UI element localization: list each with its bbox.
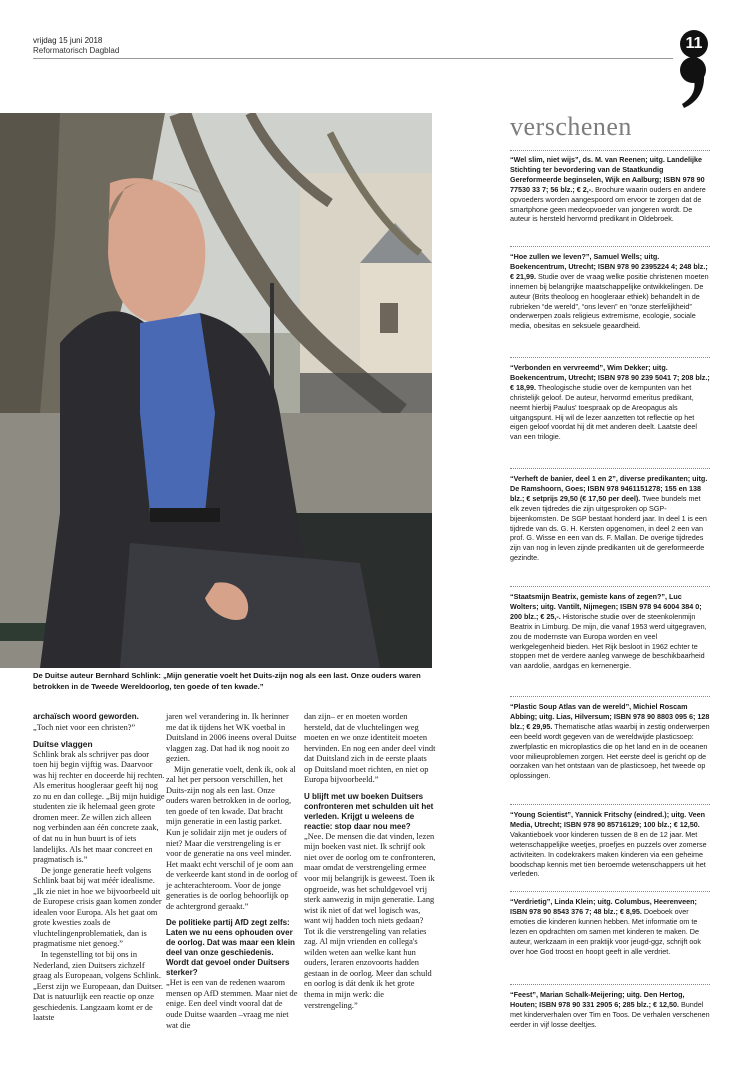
- paragraph: dan zijn– er en moeten worden hersteld, dat de vluchtelingen weg moeten en we onze identiteit moeten hervinden. En nog een ander deel vindt dat Duitsland zich in de eerste plaats op Duitsland moet richten, en niet op Europa bijvoorbeeld.”: [304, 712, 436, 785]
- photo-caption: De Duitse auteur Bernhard Schlink: „Mijn generatie voelt het Duits-zijn nog als een last. Onze ouders waren betrokken in de Tweede Wereldoorlog, ten goede of ten kwade.”: [33, 671, 421, 691]
- divider: [510, 357, 710, 358]
- paragraph: De jonge generatie heeft volgens Schlink baat bij wat méér idealisme. „Ik zie niet in hoe we bijvoorbeeld uit de Europese crisis gaan komen zonder idealen voor Europa. Als het gaat om grote kwesties zoals de vluchtelingenproblematiek, dan is pragmatisme niet genoeg.”: [33, 865, 162, 949]
- lead-bold-text: archaïsch woord geworden.: [33, 712, 139, 721]
- divider: [510, 246, 710, 247]
- divider: [510, 804, 710, 805]
- comma-icon: [678, 56, 708, 108]
- paragraph: Schlink brak als schrijver pas door toen hij begin vijftig was. Daarvoor was hij rechter en doceerde hij rechten. Als emeritus hoogleraar geeft hij nog zo nu en dan college. „Bij mijn huidige studenten zie ik helemaal geen grote dromen meer. Ze willen zich alleen nog verbinden aan één concrete zaak, of dat nu in hun buurt is of iets landelijks. Als het maar concreet en pragmatisch is.”: [33, 749, 165, 865]
- issue-date: vrijdag 15 juni 2018: [33, 36, 103, 45]
- book-entry: “Verbonden en vervreemd”, Wim Dekker; uitg. Boekencentrum, Utrecht; ISBN 978 90 239 5041 7; 208 blz.; € 18,99. Theologische studie over de kernpunten van het christelijk geloof. De auteur, hervormd emeritus predikant, neemt hierbij Paulus' toespraak op de Areopagus als uitgangspunt. Hij wil de lezer aanzetten tot reflectie op het eigen geloof voordat hij dit met anderen deelt. Laatste deel van een trilogie.: [510, 363, 710, 442]
- paragraph: Mijn generatie voelt, denk ik, ook al zal het per persoon verschillen, het Duits-zijn nog als een last. Onze ouders waren betrokken in de oorlog, ten goede of ten kwade. Dat bracht mijn generatie in een lastig parket. Kun je solidair zijn met je ouders of niet? Maar die verstrengeling is er voor de generatie na ons veel minder. Het maakt echt verschil of je oom aan de verkeerde kant stond in de oorlog of je achterachteroom. Voor de jonge generaties is de oorlog behoorlijk op de achtergrond geraakt.”: [166, 764, 298, 911]
- article-column-2: [166, 712, 298, 1031]
- interview-question: De politieke partij AfD zegt zelfs: Laten we nu eens ophouden over de oorlog. Dat was maar een klein deel van onze geschiedenis. Wordt dat gevoel onder Duitsers sterker?: [166, 918, 295, 978]
- paragraph: „Toch niet voor een christen?”: [33, 722, 136, 732]
- newspaper-name: Reformatorisch Dagblad: [33, 46, 120, 55]
- book-entry: “Hoe zullen we leven?”, Samuel Wells; uitg. Boekencentrum, Utrecht; ISBN 978 90 2395224 4; 248 blz.; € 21,99. Studie over de vraag welke positie christenen moeten innemen bij belangrijke maatschappelijke ontwikkelingen. De auteur (Brits theoloog en hoogleraar ethiek) behandelt in de rubrieken “de wereld”, “ons leven” en “onze sterfelijkheid” onderwerpen zoals religieus extremisme, ecologie, sociale media, obesitas en seksuele geaardheid.: [510, 252, 709, 331]
- book-entry: “Verdrietig”, Linda Klein; uitg. Columbus, Heerenveen; ISBN 978 90 8543 376 7; 48 blz.; € 8,95. Doeboek over emoties die kinderen kunnen hebben. Met informatie om te lezen en opdrachten om samen met kinderen te maken. De auteur, werkzaam in een praktijk voor jeugd-ggz, schrijft ook over hoe God troost en hoopt geeft in alle verdriet.: [510, 897, 701, 956]
- portrait-photo: [0, 113, 432, 668]
- book-entry: “Plastic Soup Atlas van de wereld”, Michiel Roscam Abbing; uitg. Lias, Hilversum; ISBN 978 90 8803 095 6; 128 blz.; € 29,95. Thematische atlas waarbij in zestig onderwerpen een beeld wordt gegeven van de wereldwijde plasticsoep: zwerfplastic en microplastics die op het land en in de oceanen voor milieuproblemen zorgen. Het eerste deel is gericht op de oorzaken van het ontstaan van de plasticsoep, het tweede op oplossingen.: [510, 702, 710, 781]
- divider: [510, 696, 710, 697]
- header-divider: [33, 58, 673, 59]
- divider: [510, 150, 710, 151]
- divider: [510, 468, 710, 469]
- page-number-badge: 11: [680, 30, 708, 58]
- interview-question: U blijft met uw boeken Duitsers confronteren met schulden uit het verleden. Krijgt u weleens de reactie: stop daar nou mee?: [304, 791, 434, 831]
- book-entry: “Feest”, Marian Schalk-Meijering; uitg. Den Hertog, Houten; ISBN 978 90 331 2905 6; 285 blz.; € 12,50. Bundel met kinderverhalen over Tim en Toos. De verhalen verschenen eerder in vijf losse deeltjes.: [510, 990, 710, 1029]
- divider: [510, 586, 710, 587]
- article-column-1: [33, 712, 165, 1024]
- book-entry: “Staatsmijn Beatrix, gemiste kans of zegen?”, Luc Wolters; uitg. Vantilt, Nijmegen; ISBN 978 94 6004 384 0; 200 blz.; € 25,-. Historische studie over de steenkolenmijn Beatrix in Limburg. De mijn, die vanaf 1953 werd uitgegraven, zou de modernste van Europa worden en veel werkgelegenheid bieden. Het Rijk besloot in 1962 echter te stoppen met de verdere aanleg vanwege de beschikbaarheid van aardolie, aardgas en kernenergie.: [510, 592, 707, 671]
- subheading: Duitse vlaggen: [33, 739, 93, 750]
- sidebar-title: verschenen: [510, 112, 632, 141]
- article-column-3: [304, 712, 436, 1011]
- book-entry: “Wel slim, niet wijs”, ds. M. van Reenen; uitg. Landelijke Stichting ter bevordering van de Staatkundig Gereformeerde beginselen, Wijk en Aalburg; ISBN 978 90 77530 33 7; 56 blz.; € 2,-. Brochure waarin ouders en andere opvoeders worden aangespoord om ervoor te zorgen dat de smartphone geen medeopvoeder van jongeren wordt. De auteur is hersteld hervormd predikant in Oldebroek.: [510, 155, 706, 224]
- paragraph: „Nee. De mensen die dat vinden, lezen mijn boeken vast niet. Ik schrijf ook niet over de oorlog om te confronteren, maar omdat de verstrengeling ermee voor mij belangrijk is geweest. Toen ik opgroeide, was het schuldgevoel vrij sterk aanwezig in mijn generatie. Lang wist ik niet of dat wel logisch was, want wij hadden toch niets gedaan? Tot ik die verstrengeling van relaties zag. Al mijn vrienden en collega's wilden weten aan welke kant hun ouders, leraren enzovoorts hadden gestaan in de oorlog. Meer dan schuld en oorlog is dát denk ik het grote thema in mijn werk: die verstrengeling.”: [304, 831, 436, 1010]
- paragraph: jaren wel verandering in. Ik herinner me dat ik tijdens het WK voetbal in Duitsland in 2006 ineens overal Duitse vlaggen zag. Dat had ik nog nooit zo gezien.: [166, 712, 297, 764]
- book-entry: “Young Scientist”, Yannick Fritschy (eindred.); uitg. Veen Media, Utrecht; ISBN 978 90 85716129; 100 blz.; € 12,50. Vakantieboek voor kinderen tussen de 8 en de 12 jaar. Met wetenschappelijke weetjes, proefjes en puzzels over zomerse activiteiten. In codekrakers maken kinderen via een geheime boodschap kennis met tien beroemde wetenschappers uit het verleden.: [510, 810, 707, 879]
- divider: [510, 891, 710, 892]
- photo-illustration: [0, 113, 432, 668]
- divider: [510, 984, 710, 985]
- book-entry: “Verheft de banier, deel 1 en 2”, diverse predikanten; uitg. De Ramshoorn, Goes; ISBN 978 9461151278; 155 en 138 blz.; € setprijs 29,50 (€ 17,50 per deel). Twee bundels met elk zeven tijdredes die zijn uitgesproken op SGP-bijeenkomsten. De SGP bestaat honderd jaar. In deel 1 is een tijdrede van ds. G. H. Kersten opgenomen, in deel 2 een van prof. G. Wisse en een van ds. F. Mallan. De overige tijdredes zijn van nog in leven zijnde predikanten uit de gereformeerde gezindte.: [510, 474, 708, 563]
- paragraph: „Het is een van de redenen waarom mensen op AfD stemmen. Maar niet de enige. Een deel vindt vooral dat de oude Duitse waarden –vraag me niet wat die: [166, 978, 298, 1030]
- paragraph: In tegenstelling tot bij ons in Nederland, zien Duitsers zichzelf graag als Europeaan, volgens Schlink. „Eerst zijn we Europeaan, dan Duitser. Dat is natuurlijk een reactie op onze geschiedenis. Langzaam komt er de laatste: [33, 950, 163, 1023]
